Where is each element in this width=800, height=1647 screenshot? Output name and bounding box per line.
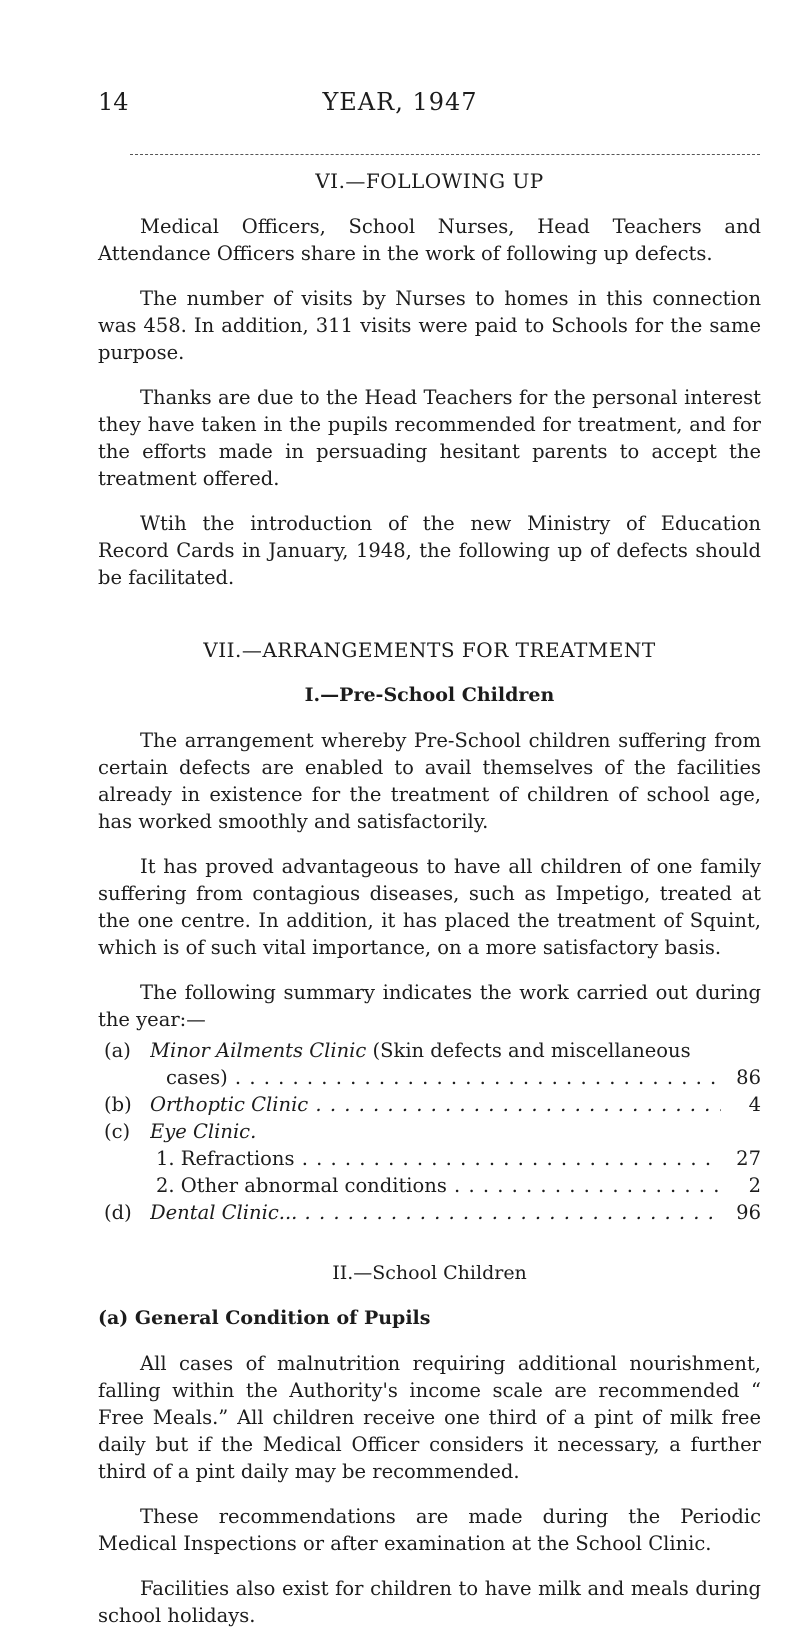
summary-row [98, 1064, 761, 1091]
item-label: Dental Clinic... . . . [150, 1199, 721, 1226]
item-label: 2. Other abnormal conditions . . . [150, 1172, 721, 1199]
item-label: Minor Ailments Clinic [150, 1039, 367, 1062]
item-value: 96 [736, 1201, 761, 1224]
page-body [98, 168, 761, 1647]
header-rule [130, 154, 760, 155]
summary-row [98, 1145, 761, 1172]
item-key: (b) [104, 1093, 132, 1116]
paragraph: Thanks are due to the Head Teachers for the personal interest they have taken in the pupils recommended for treatment, and for the efforts made in persuading hesitant parents to accept the treatment offered. [98, 386, 761, 490]
item-label: cases) . . . [150, 1064, 721, 1091]
item-value: 4 [748, 1093, 761, 1116]
summary-row [98, 1118, 761, 1145]
subheading-school-children: II.—School Children [332, 1262, 527, 1284]
item-label: Eye Clinic. [150, 1120, 257, 1143]
summary-row [98, 1091, 761, 1118]
running-head: YEAR, 1947 [322, 88, 478, 116]
page-number: 14 [98, 88, 129, 116]
item-value: 86 [736, 1066, 761, 1089]
summary-row [98, 1037, 761, 1064]
item-label: Orthoptic Clinic . . . [150, 1091, 721, 1118]
section-heading-arrangements: VII.—ARRANGEMENTS FOR TREATMENT [203, 638, 656, 662]
item-value: 27 [736, 1147, 761, 1170]
subheading-general-condition: (a) General Condition of Pupils [98, 1307, 431, 1329]
item-label: 1. Refractions . . . [150, 1145, 721, 1172]
summary-row [98, 1172, 761, 1199]
item-key: (d) [104, 1201, 132, 1224]
paragraph: The arrangement whereby Pre-School children suffering from certain defects are enabled to avail themselves of the facilities already in existence for the treatment of children of school age, has worked smoothly and satisfactorily. [98, 729, 761, 833]
paragraph: It has proved advantageous to have all children of one family suffering from contagious diseases, such as Impetigo, treated at the one centre. In addition, it has placed the treatment of Squint, which is of such vital importance, on a more satisfactory basis. [98, 855, 761, 959]
page-header [40, 88, 760, 128]
treatment-summary-list [98, 1037, 761, 1226]
item-key: (a) [104, 1039, 131, 1062]
paragraph: Wtih the introduction of the new Ministry of Education Record Cards in January, 1948, the following up of defects should be facilitated. [98, 512, 761, 589]
paragraph: Medical Officers, School Nurses, Head Teachers and Attendance Officers share in the work of following up defects. [98, 215, 761, 265]
summary-row [98, 1199, 761, 1226]
paragraph: The number of visits by Nurses to homes in this connection was 458. In addition, 311 visits were paid to Schools for the same purpose. [98, 287, 761, 364]
subheading-pre-school: I.—Pre-School Children [304, 684, 555, 706]
paragraph: All cases of malnutrition requiring additional nourishment, falling within the Authority's income scale are recommended “ Free Meals.” All children receive one third of a pint of milk free daily but if the Medical Officer considers it necessary, a further third of a pint daily may be recommended. [98, 1352, 761, 1483]
paragraph: These recommendations are made during the Periodic Medical Inspections or after examination at the School Clinic. [98, 1505, 761, 1555]
item-key: (c) [104, 1120, 131, 1143]
item-note: (Skin defects and miscellaneous [372, 1039, 691, 1062]
paragraph: Facilities also exist for children to have milk and meals during school holidays. [98, 1577, 761, 1627]
paragraph: The following summary indicates the work carried out during the year:— [98, 981, 761, 1031]
section-heading-following-up: VI.—FOLLOWING UP [315, 169, 544, 193]
item-value: 2 [748, 1174, 761, 1197]
